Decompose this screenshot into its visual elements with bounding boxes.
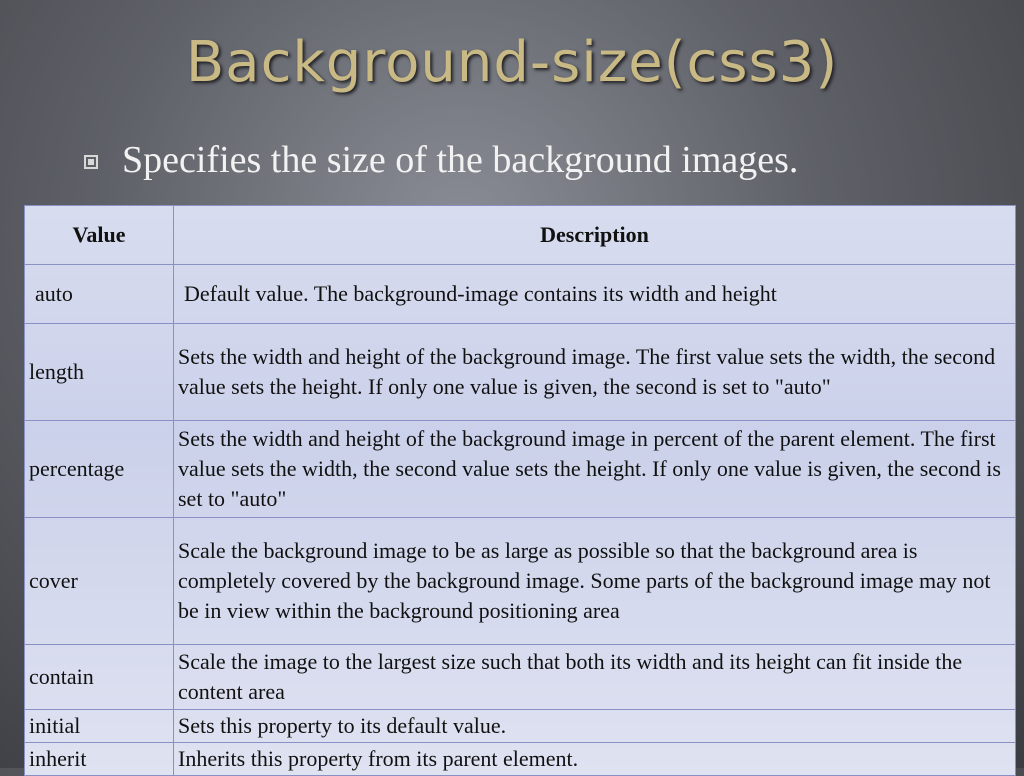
description-cell: Sets the width and height of the background image. The first value sets the width, the second value sets the height. If only one value is given, the second is set to "auto" — [174, 324, 1016, 421]
description-cell: Scale the background image to be as large as possible so that the background area is completely covered by the background image. Some parts of the background image may not be in view within the background positioning area — [174, 518, 1016, 645]
value-cell: length — [25, 324, 174, 421]
bullet-point — [84, 138, 798, 182]
value-cell: inherit — [25, 743, 174, 776]
table-row — [25, 710, 1016, 743]
description-cell: Sets the width and height of the background image in percent of the parent element. The first value sets the width, the second value sets the height. If only one value is given, the second is set to "auto" — [174, 421, 1016, 518]
description-cell: Default value. The background-image contains its width and height — [174, 265, 1016, 324]
value-cell: auto — [25, 265, 174, 324]
value-cell: percentage — [25, 421, 174, 518]
table-row — [25, 743, 1016, 776]
table-row — [25, 421, 1016, 518]
description-cell: Scale the image to the largest size such that both its width and its height can fit inside the content area — [174, 645, 1016, 710]
description-cell: Sets this property to its default value. — [174, 710, 1016, 743]
slide-title: Background-size(css3) — [185, 30, 839, 95]
header-description: Description — [174, 206, 1016, 265]
square-bullet-icon — [84, 155, 98, 169]
table-row — [25, 324, 1016, 421]
table-row — [25, 645, 1016, 710]
description-cell: Inherits this property from its parent element. — [174, 743, 1016, 776]
table-header-row — [25, 206, 1016, 265]
value-cell: contain — [25, 645, 174, 710]
background-size-table — [24, 205, 1016, 776]
value-cell: initial — [25, 710, 174, 743]
bullet-text: Specifies the size of the background images. — [122, 139, 799, 181]
table-row — [25, 265, 1016, 324]
header-value: Value — [25, 206, 174, 265]
value-cell: cover — [25, 518, 174, 645]
table-row — [25, 518, 1016, 645]
